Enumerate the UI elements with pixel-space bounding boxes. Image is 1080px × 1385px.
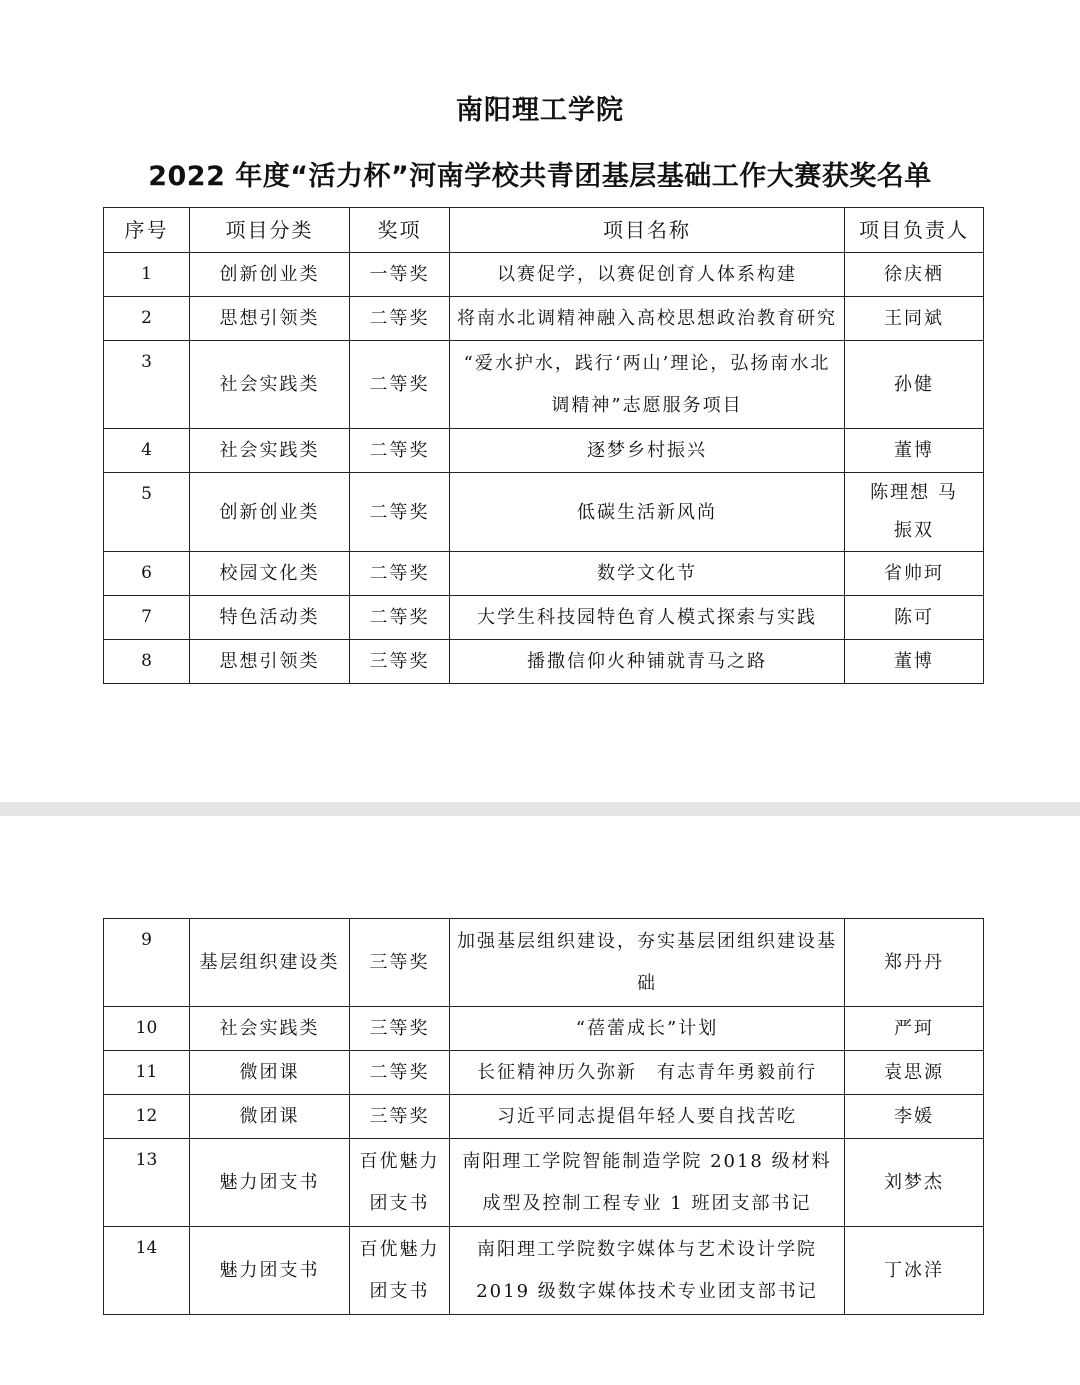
row-project-name: 低碳生活新风尚 [450,473,845,552]
row-project-name: 以赛促学，以赛促创育人体系构建 [450,253,845,297]
table-row [104,1227,984,1315]
row-leader: 省帅珂 [845,552,984,596]
row-leader: 严珂 [845,1007,984,1051]
row-award: 二等奖 [350,429,450,473]
row-project-name: 播撒信仰火种铺就青马之路 [450,640,845,684]
row-category: 魅力团支书 [190,1227,350,1315]
row-award: 三等奖 [350,1095,450,1139]
document-title: 南阳理工学院 [456,95,624,126]
table-row [104,341,984,429]
row-no: 7 [104,596,190,640]
row-leader: 丁冰洋 [845,1227,984,1315]
row-project-name: 南阳理工学院数字媒体与艺术设计学院 2019 级数字媒体技术专业团支部书记 [450,1227,845,1315]
row-leader: 董博 [845,640,984,684]
table-row [104,919,984,1007]
row-no: 9 [104,919,190,1007]
row-category: 校园文化类 [190,552,350,596]
row-leader: 袁思源 [845,1051,984,1095]
row-category: 创新创业类 [190,253,350,297]
row-leader: 刘梦杰 [845,1139,984,1227]
row-no: 13 [104,1139,190,1227]
header-award: 奖项 [350,208,450,253]
table-row [104,1139,984,1227]
row-award: 一等奖 [350,253,450,297]
table-row [104,253,984,297]
row-project-name: “蓓蕾成长”计划 [450,1007,845,1051]
row-project-name: 大学生科技园特色育人模式探索与实践 [450,596,845,640]
row-award: 二等奖 [350,297,450,341]
header-category: 项目分类 [190,208,350,253]
table-row [104,473,984,552]
row-no: 4 [104,429,190,473]
row-category: 思想引领类 [190,297,350,341]
row-category: 社会实践类 [190,429,350,473]
header-leader: 项目负责人 [845,208,984,253]
row-no: 2 [104,297,190,341]
header-row [104,208,984,253]
row-project-name: 逐梦乡村振兴 [450,429,845,473]
row-no: 8 [104,640,190,684]
row-no: 3 [104,341,190,429]
table-row [104,1007,984,1051]
table-row [104,552,984,596]
row-project-name: 数学文化节 [450,552,845,596]
header-no: 序号 [104,208,190,253]
table-row [104,297,984,341]
row-award: 二等奖 [350,473,450,552]
row-category: 魅力团支书 [190,1139,350,1227]
row-category: 创新创业类 [190,473,350,552]
row-leader: 徐庆栖 [845,253,984,297]
row-award: 百优魅力团支书 [350,1227,450,1315]
row-project-name: 习近平同志提倡年轻人要自找苦吃 [450,1095,845,1139]
row-leader: 王同斌 [845,297,984,341]
table-row [104,596,984,640]
awards-table-part1 [103,207,984,684]
row-no: 1 [104,253,190,297]
row-category: 思想引领类 [190,640,350,684]
row-award: 三等奖 [350,919,450,1007]
row-leader: 陈可 [845,596,984,640]
row-category: 微团课 [190,1051,350,1095]
row-leader: 孙健 [845,341,984,429]
row-category: 社会实践类 [190,1007,350,1051]
table-row [104,1095,984,1139]
row-leader: 李媛 [845,1095,984,1139]
page-divider [0,802,1080,816]
table-row [104,429,984,473]
table-row [104,640,984,684]
row-project-name: 南阳理工学院智能制造学院 2018 级材料成型及控制工程专业 1 班团支部书记 [450,1139,845,1227]
row-leader: 董博 [845,429,984,473]
row-no: 10 [104,1007,190,1051]
row-award: 百优魅力团支书 [350,1139,450,1227]
row-project-name: 加强基层组织建设，夯实基层团组织建设基础 [450,919,845,1007]
row-no: 14 [104,1227,190,1315]
row-leader: 陈理想 马振双 [845,473,984,552]
row-no: 11 [104,1051,190,1095]
row-category: 特色活动类 [190,596,350,640]
document-subtitle: 2022 年度“活力杯”河南学校共青团基层基础工作大赛获奖名单 [148,161,932,192]
row-category: 社会实践类 [190,341,350,429]
row-project-name: 将南水北调精神融入高校思想政治教育研究 [450,297,845,341]
header-name: 项目名称 [450,208,845,253]
row-award: 三等奖 [350,640,450,684]
row-no: 6 [104,552,190,596]
row-award: 二等奖 [350,552,450,596]
row-project-name: “爱水护水，践行‘两山’理论，弘扬南水北调精神”志愿服务项目 [450,341,845,429]
row-award: 二等奖 [350,596,450,640]
row-award: 二等奖 [350,1051,450,1095]
row-project-name: 长征精神历久弥新 有志青年勇毅前行 [450,1051,845,1095]
awards-table-part2 [103,918,984,1315]
row-leader: 郑丹丹 [845,919,984,1007]
table-row [104,1051,984,1095]
row-category: 基层组织建设类 [190,919,350,1007]
row-award: 三等奖 [350,1007,450,1051]
row-award: 二等奖 [350,341,450,429]
row-category: 微团课 [190,1095,350,1139]
row-no: 12 [104,1095,190,1139]
row-no: 5 [104,473,190,552]
